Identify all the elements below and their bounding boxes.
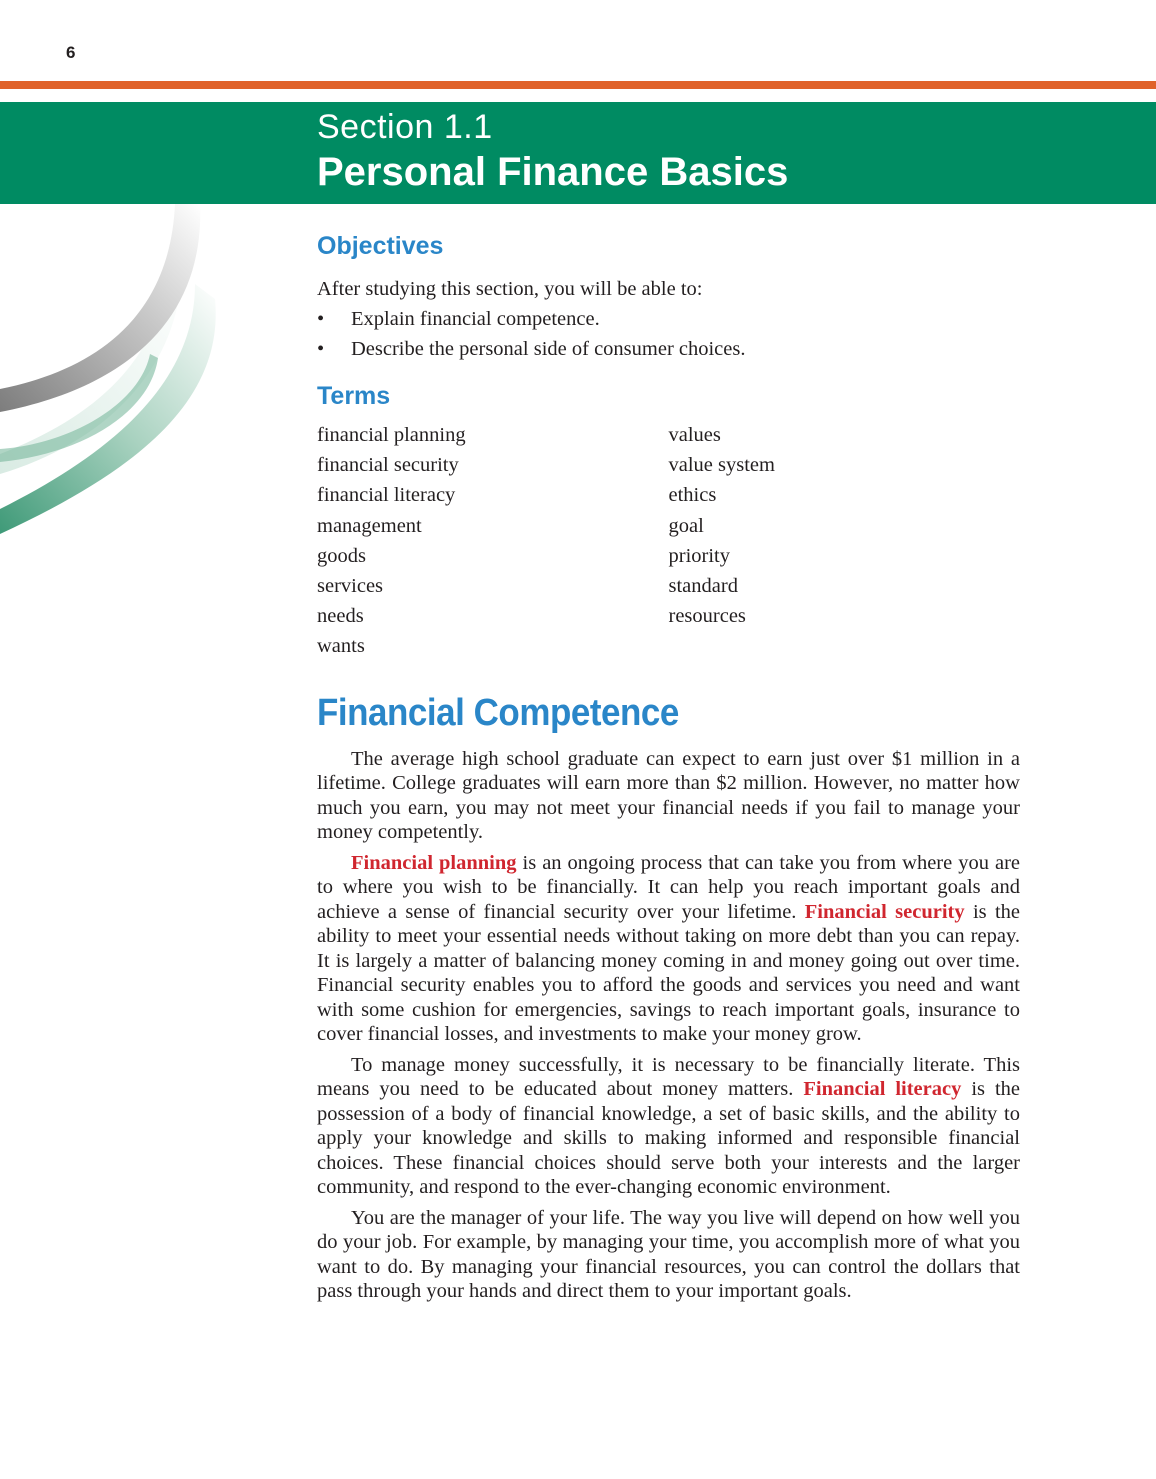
term-item: financial literacy (317, 484, 456, 507)
key-term-financial-planning: Financial planning (351, 851, 517, 874)
objectives-intro: After studying this section, you will be able to: (317, 278, 703, 300)
objective-item: • Explain financial competence. (317, 304, 1020, 334)
body-paragraph-3: To manage money successfully, it is necessary to be financially literate. This means you need to be educated about money matters. Financial literacy is the possession of a body of financial knowledge, a set of basic skills, and the ability to apply your knowledge and skills to making informed and responsible financial choices. These financial choices should serve both your interests and the larger community, and respond to the ever-changing economic environment. (317, 1053, 1020, 1199)
term-item: values (668, 424, 721, 446)
term-item: standard (668, 575, 738, 598)
term-item: wants (317, 635, 365, 658)
key-term-financial-security: Financial security (804, 900, 965, 923)
section-title: Personal Finance Basics (317, 150, 789, 194)
term-item: management (317, 514, 422, 537)
terms-column-left (317, 420, 669, 662)
term-item: value system (668, 454, 775, 477)
bullet: • (317, 308, 325, 330)
term-item: financial planning (317, 424, 466, 446)
terms-list (317, 420, 1020, 662)
body-paragraph-4: You are the manager of your life. The way you live will depend on how well you do your job. For example, by managing your time, you accomplish more of what you want to do. By managing your financial resources, you can control the dollars that pass through your hands and direct them to your important goals. (317, 1206, 1020, 1303)
term-item: goods (317, 544, 366, 567)
key-term-financial-literacy: Financial literacy (803, 1078, 962, 1101)
orange-rule (0, 81, 1156, 89)
term-item: financial security (317, 454, 459, 477)
term-item: ethics (668, 484, 717, 507)
objective-item: • Describe the personal side of consumer choices. (317, 334, 1020, 364)
bullet: • (317, 338, 325, 360)
terms-column-right (669, 420, 1021, 662)
section-label: Section 1.1 (317, 108, 493, 146)
term-item: needs (317, 605, 364, 628)
objectives-list (317, 304, 1020, 364)
main-content (317, 232, 1020, 1304)
term-item: services (317, 575, 384, 598)
decorative-swoosh-graphic (0, 204, 240, 544)
terms-heading: Terms (317, 382, 391, 410)
body-paragraph-2: Financial planning is an ongoing process that can take you from where you are to where you wish to be financially. It can help you reach important goals and achieve a sense of financial security over your lifetime. Financial security is the ability to meet your essential needs without taking on more debt than you can repay. It is largely a matter of balancing money coming in and money going out over time. Financial security enables you to afford the goods and services you need and want with some cushion for emergencies, savings to reach important goals, insurance to cover financial losses, and investments to make your money grow. (317, 851, 1021, 1046)
page-number: 6 (66, 43, 76, 62)
financial-competence-heading: Financial Competence (317, 691, 679, 734)
term-item: goal (668, 514, 704, 537)
body-paragraph-1: The average high school graduate can expect to earn just over $1 million in a lifetime. College graduates will earn more than $2 million. However, no matter how much you earn, you may not meet your financial needs if you fail to manage your money competently. (317, 747, 1020, 844)
term-item: priority (668, 544, 730, 567)
term-item: resources (668, 605, 746, 628)
objectives-heading: Objectives (317, 232, 444, 260)
